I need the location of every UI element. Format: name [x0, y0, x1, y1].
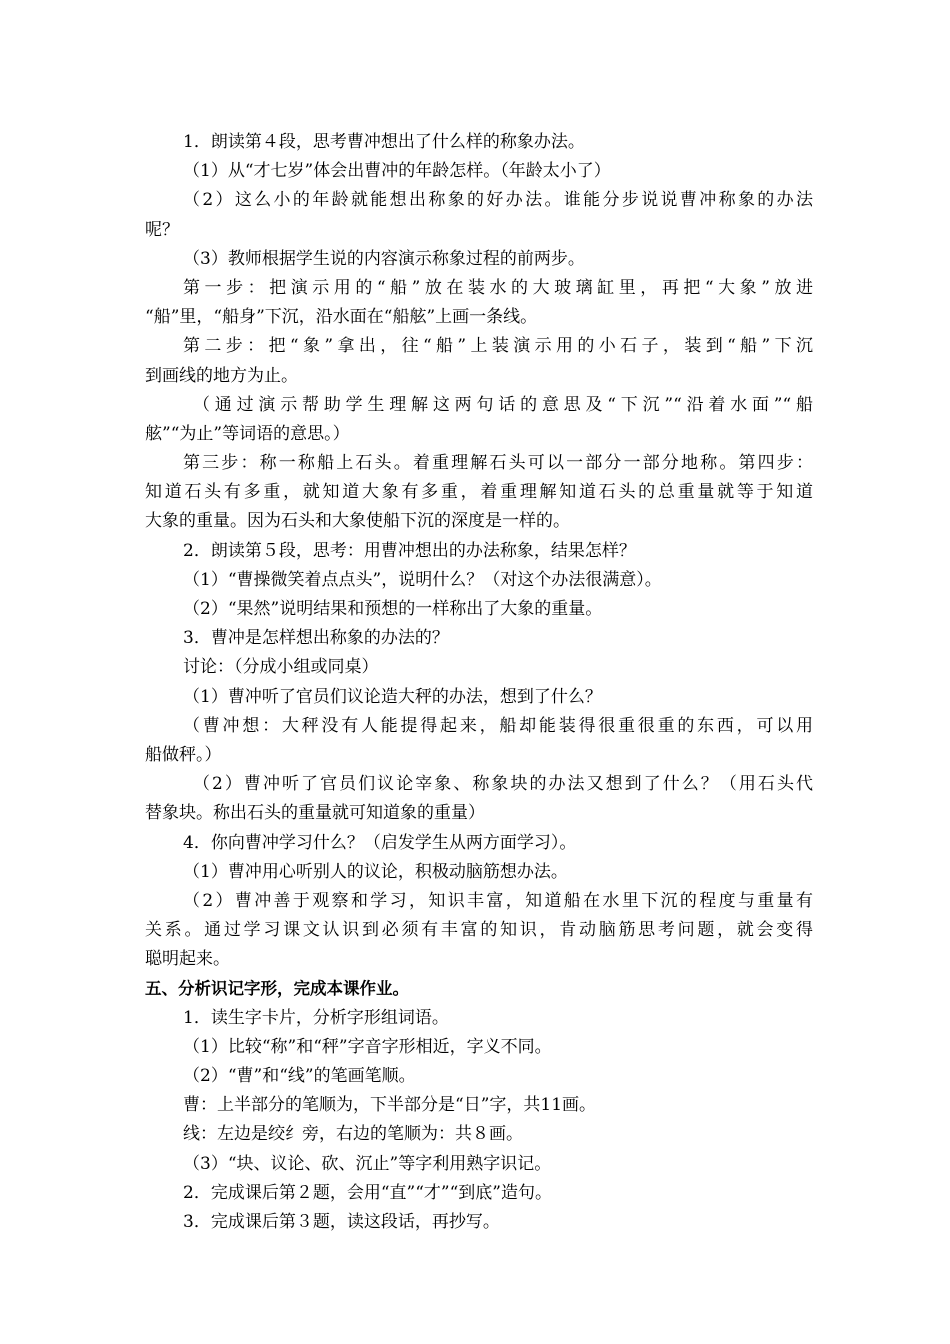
text-line: 第三步：称一称船上石头。着重理解石头可以一部分一部分地称。第四步：	[183, 453, 813, 474]
text-line: （1）“曹操微笑着点点头”，说明什么？（对这个办法很满意）。	[183, 569, 662, 590]
text-line: （3）“块、议论、砍、沉止”等字利用熟字识记。	[183, 1153, 552, 1174]
text-line: 2．朗读第５段，思考：用曹冲想出的办法称象，结果怎样？	[183, 540, 636, 561]
text-line: 关系。通过学习课文认识到必须有丰富的知识，肯动脑筋思考问题，就会变得	[145, 920, 813, 941]
text-line: 到画线的地方为止。	[145, 365, 298, 386]
text-line: （2）这么小的年龄就能想出称象的好办法。谁能分步说说曹冲称象的办法	[183, 190, 813, 211]
text-line: “船”里，“船身”下沉，沿水面在“船舷”上画一条线。	[145, 307, 538, 328]
text-line: 1．读生字卡片，分析字形组词语。	[183, 1007, 449, 1028]
text-line: （1）曹冲用心听别人的议论，积极动脑筋想办法。	[183, 861, 568, 882]
text-line: （1）从“才七岁”体会出曹冲的年龄怎样。（年龄太小了）	[183, 161, 611, 182]
text-line: 聪明起来。	[145, 949, 230, 970]
text-line: （2）“曹”和“线”的笔画笔顺。	[183, 1066, 416, 1086]
text-line: 第一步：把演示用的“船”放在装水的大玻璃缸里，再把“大象”放进	[183, 277, 813, 298]
text-line: （2）曹冲听了官员们议论宰象、称象块的办法又想到了什么？（用石头代	[193, 774, 813, 795]
text-line: 舷”“为止”等词语的意思。）	[145, 423, 350, 444]
text-line: （3）教师根据学生说的内容演示称象过程的前两步。	[183, 248, 585, 269]
text-line: 第二步：把“象”拿出，往“船”上装演示用的小石子，装到“船”下沉	[183, 336, 813, 357]
text-line: 3．完成课后第３题，读这段话，再抄写。	[183, 1211, 500, 1232]
text-line: 船做秤。）	[145, 744, 222, 765]
text-line: 3．曹冲是怎样想出称象的办法的？	[183, 628, 449, 649]
text-line: （1）曹冲听了官员们议论造大秤的办法，想到了什么？	[183, 686, 602, 707]
text-line: 2．完成课后第２题，会用“直”“才”“到底”造句。	[183, 1182, 552, 1203]
text-line: 替象块。称出石头的重量就可知道象的重量）	[145, 803, 485, 824]
text-line: （1）比较“称”和“秤”字音字形相近，字义不同。	[183, 1036, 552, 1057]
text-line: 呢？	[145, 219, 179, 240]
text-line: （曹冲想：大秤没有人能提得起来，船却能装得很重很重的东西，可以用	[183, 715, 813, 736]
text-line: （2）“果然”说明结果和预想的一样称出了大象的重量。	[183, 599, 603, 619]
text-line: 大象的重量。因为石头和大象使船下沉的深度是一样的。	[145, 511, 570, 532]
text-line: 1．朗读第４段，思考曹冲想出了什么样的称象办法。	[183, 132, 585, 152]
text-line: 线：左边是绞纟旁，右边的笔顺为：共８画。	[183, 1124, 523, 1145]
text-line: 知道石头有多重，就知道大象有多重，着重理解知道石头的总重量就等于知道	[145, 482, 813, 503]
text-line: 讨论：（分成小组或同桌）	[183, 657, 379, 678]
text-line: 4．你向曹冲学习什么？（启发学生从两方面学习）。	[183, 832, 577, 853]
text-line: （通过演示帮助学生理解这两句话的意思及“下沉”“沿着水面”“船	[193, 394, 813, 415]
section-heading: 五、分析识记字形，完成本课作业。	[145, 979, 409, 999]
text-line: 曹：上半部分的笔顺为，下半部分是“日”字，共11画。	[183, 1095, 597, 1116]
text-line: （2）曹冲善于观察和学习，知识丰富，知道船在水里下沉的程度与重量有	[183, 890, 813, 911]
document-body	[145, 128, 813, 1237]
